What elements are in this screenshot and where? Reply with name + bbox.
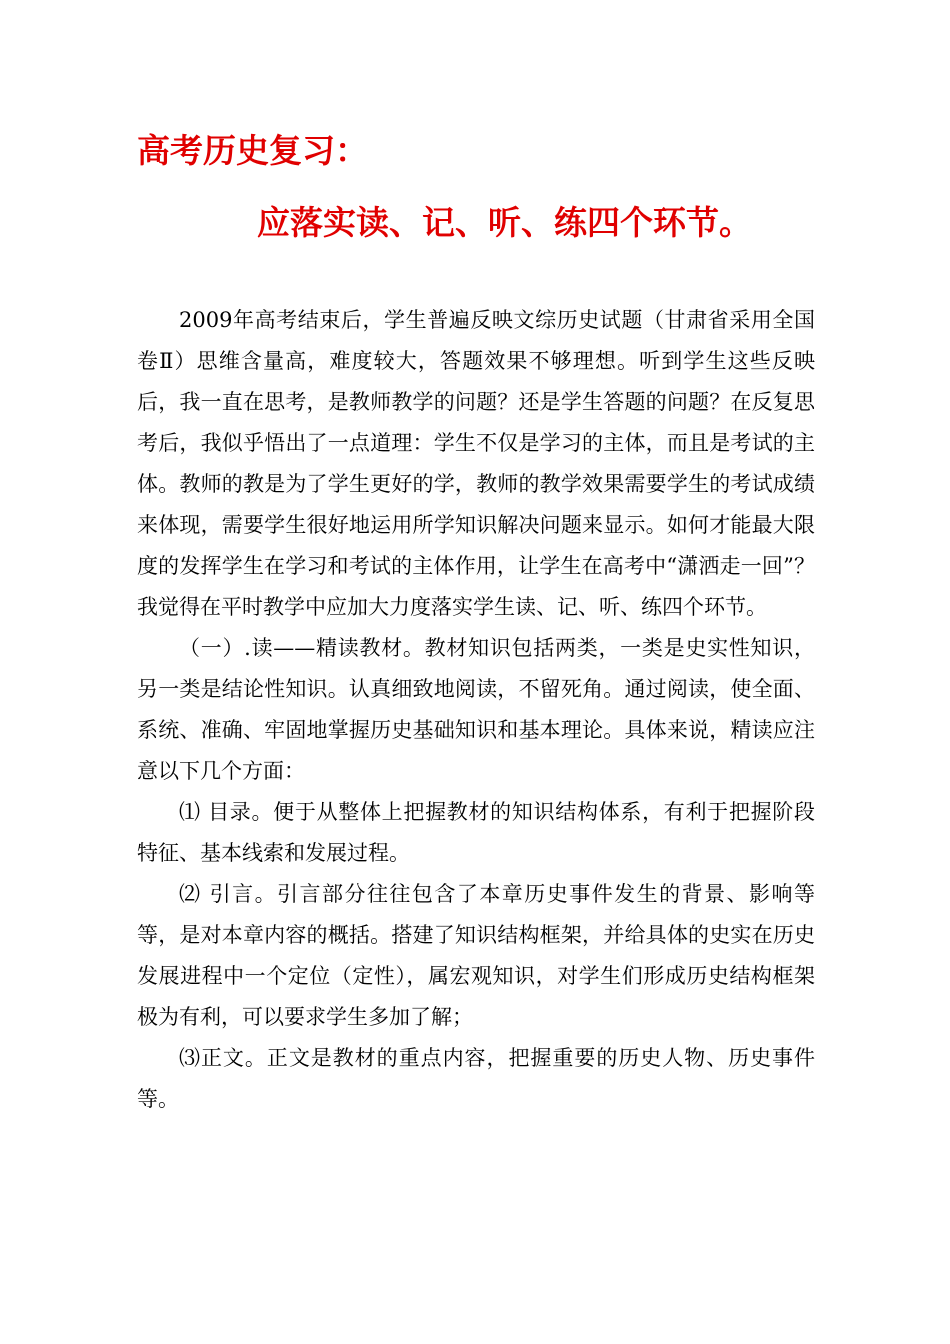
document-body (137, 300, 815, 1120)
paragraph-intro: 2009年高考结束后，学生普遍反映文综历史试题（甘肃省采用全国卷Ⅱ）思维含量高，难度较大，答题效果不够理想。听到学生这些反映后，我一直在思考，是教师教学的问题？还是学生答题的问题？在反复思考后，我似乎悟出了一点道理：学生不仅是学习的主体，而且是考试的主体。教师的教是为了学生更好的学，教师的教学效果需要学生的考试成绩来体现，需要学生很好地运用所学知识解决问题来显示。如何才能最大限度的发挥学生在学习和考试的主体作用，让学生在高考中“潇洒走一回”？我觉得在平时教学中应加大力度落实学生读、记、听、练四个环节。 (137, 308, 815, 619)
paragraph-main-text: ⑶正文。正文是教材的重点内容，把握重要的历史人物、历史事件等。 (137, 1046, 815, 1111)
document-title: 高考历史复习： (137, 131, 368, 170)
paragraph-introduction: ⑵ 引言。引言部分往往包含了本章历史事件发生的背景、影响等等，是对本章内容的概括。搭建了知识结构框架，并给具体的史实在历史发展进程中一个定位（定性），属宏观知识，对学生们形成历史结构框架极为有利，可以要求学生多加了解； (137, 882, 815, 1029)
paragraph-reading: （一）.读——精读教材。教材知识包括两类，一类是史实性知识，另一类是结论性知识。认真细致地阅读，不留死角。通过阅读，使全面、系统、准确、牢固地掌握历史基础知识和基本理论。具体来说，精读应注意以下几个方面： (137, 636, 815, 783)
document-subtitle: 应落实读、记、听、练四个环节。 (257, 203, 752, 242)
paragraph-catalog: ⑴ 目录。便于从整体上把握教材的知识结构体系，有利于把握阶段特征、基本线索和发展过程。 (137, 800, 815, 865)
